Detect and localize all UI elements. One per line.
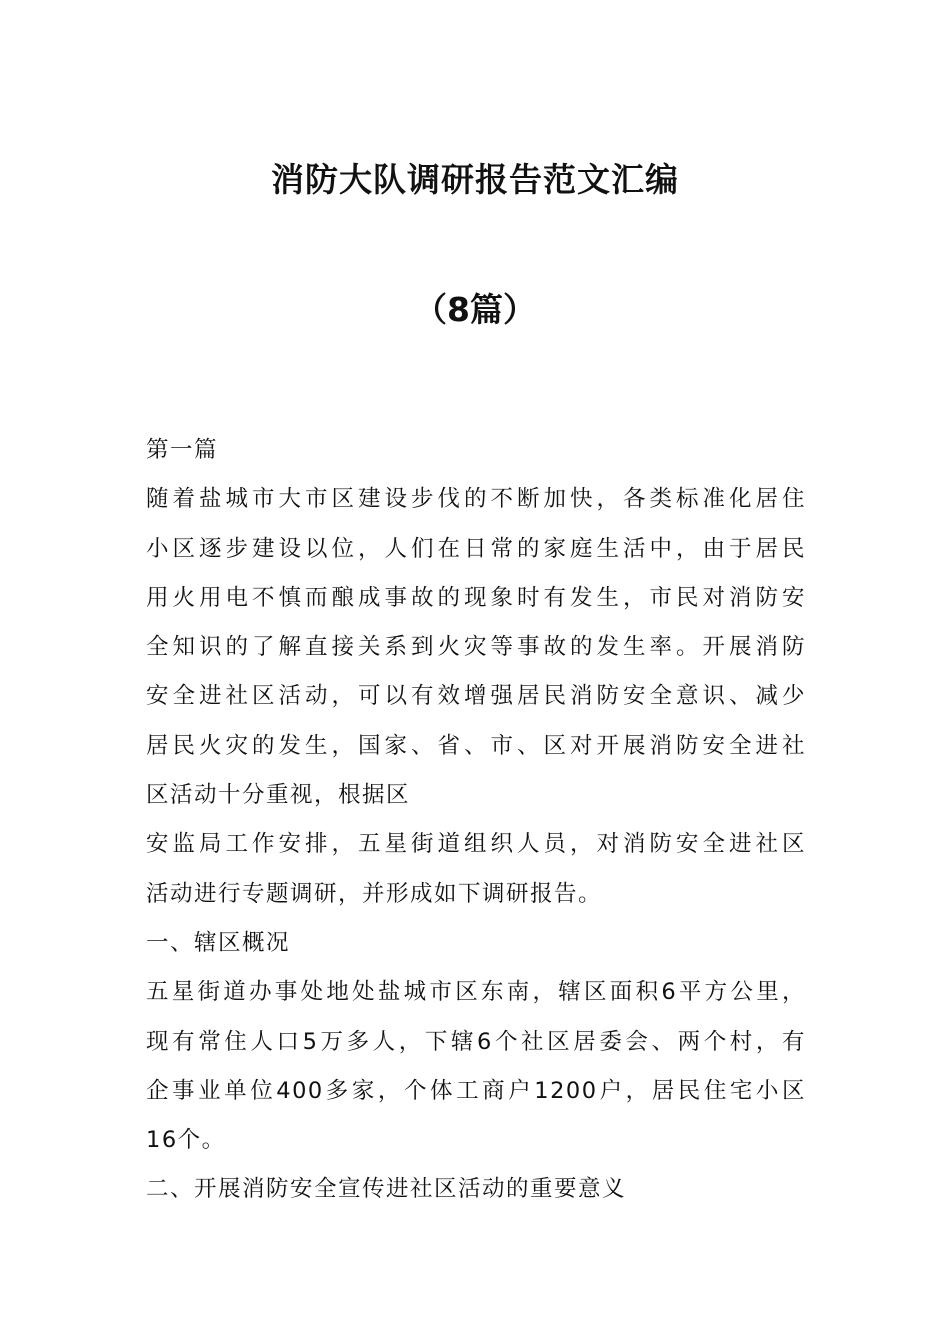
body-line: 五星街道办事处地处盐城市区东南，辖区面积6平方公里， <box>146 979 806 1006</box>
body-line: 全知识的了解直接关系到火灾等事故的发生率。开展消防 <box>146 634 806 661</box>
body-line: 第一篇 <box>146 437 219 463</box>
body-line: 用火用电不慎而酿成事故的现象时有发生，市民对消防安 <box>146 584 806 611</box>
body-line: 16个。 <box>146 1127 226 1154</box>
document-body <box>146 426 806 1215</box>
section-heading: 一、辖区概况 <box>146 929 291 956</box>
section-heading: 二、开展消防安全宣传进社区活动的重要意义 <box>146 1176 627 1203</box>
body-line: 企事业单位400多家，个体工商户1200户，居民住宅小区 <box>146 1077 806 1104</box>
body-line: 小区逐步建设以位，人们在日常的家庭生活中，由于居民 <box>146 535 806 562</box>
body-line: 活动进行专题调研，并形成如下调研报告。 <box>146 880 603 907</box>
body-line: 区活动十分重视，根据区 <box>146 782 411 809</box>
body-line: 居民火灾的发生，国家、省、市、区对开展消防安全进社 <box>146 732 806 759</box>
body-line: 随着盐城市大市区建设步伐的不断加快，各类标准化居住 <box>146 486 806 513</box>
body-line: 安全进社区活动，可以有效增强居民消防安全意识、减少 <box>146 683 806 710</box>
body-line: 现有常住人口5万多人，下辖6个社区居委会、两个村，有 <box>146 1028 806 1055</box>
body-line: 安监局工作安排，五星街道组织人员，对消防安全进社区 <box>146 831 806 858</box>
document-title: 消防大队调研报告范文汇编 <box>271 160 679 199</box>
document-subtitle: （8篇） <box>414 290 536 329</box>
